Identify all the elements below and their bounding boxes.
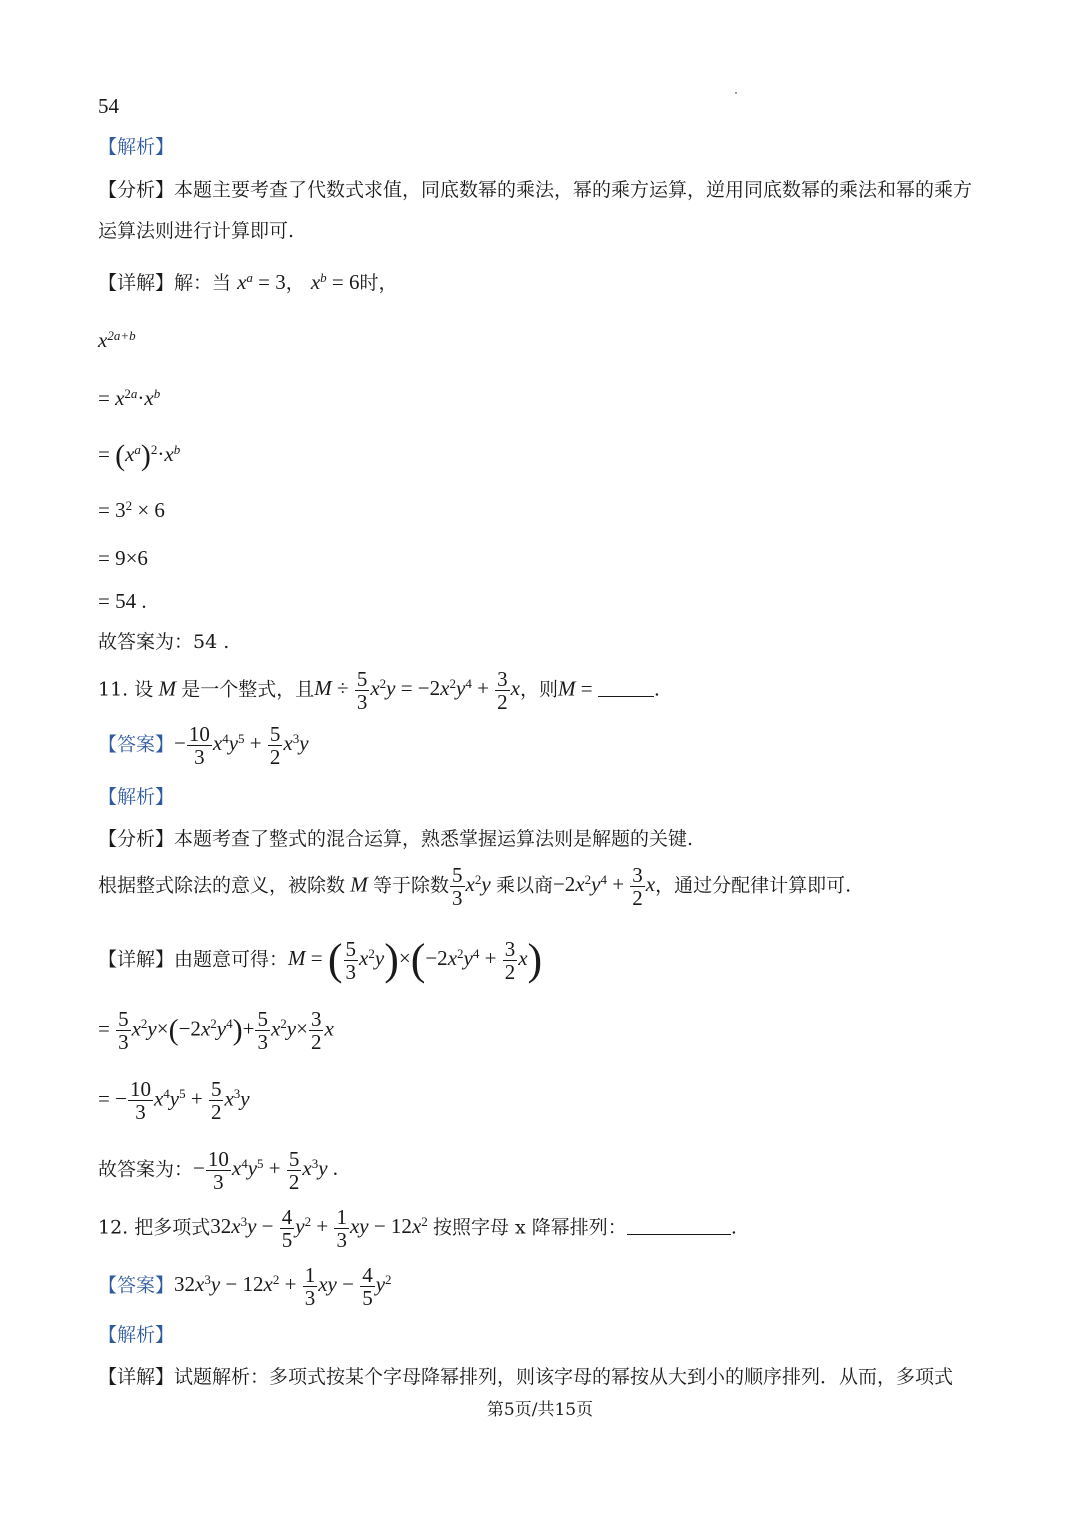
answer-tag: 【答案】 bbox=[98, 1274, 175, 1297]
q11-basis-2: 等于除数 bbox=[373, 874, 450, 897]
q10-conclusion: 故答案为：54 . bbox=[98, 631, 230, 653]
q11-answer: 【答案】− $\frac{10}{3}$ $x^4y^5$ + $\frac{5}{2}$ $x^3y$ bbox=[98, 722, 309, 770]
q10-when: 时， bbox=[359, 272, 398, 294]
q10-condition-1: $x^a = 3$ bbox=[237, 269, 286, 294]
q11-analysis-text: 本题考查了整式的混合运算，熟悉掌握运算法则是解题的关键. bbox=[174, 828, 694, 850]
q10-analysis-line2: 运算法则进行计算即可. bbox=[98, 220, 295, 242]
q11-stem-text: 是一个整式，且 bbox=[181, 678, 315, 701]
q10-analysis-text: 本题主要考查了代数式求值，同底数幂的乘法，幂的乘方运算，逆用同底数幂的乘法和幂的乘方 bbox=[174, 179, 973, 201]
comma: ， bbox=[285, 272, 305, 294]
q11-number: 11. 设 bbox=[98, 678, 154, 701]
scan-dot bbox=[735, 92, 737, 94]
q12-detail bbox=[98, 1368, 953, 1387]
analysis-tag: 【解析】 bbox=[98, 1324, 175, 1346]
q10-analysis-line1 bbox=[98, 181, 972, 200]
q11-basis: 根据整式除法的意义，被除数 M 等于除数 $\frac{5}{3}$ $x^2y$ 乘以商$-2x^2y^4$ + $\frac{3}{2}$ x，通过分配律计算即可. bbox=[98, 863, 852, 911]
q11-basis-4: ，通过分配律计算即可. bbox=[655, 874, 852, 897]
q10-step-1: = $x^{2a}\cdot x^b$ bbox=[98, 385, 161, 410]
q11-analysis bbox=[98, 830, 693, 849]
answer-tag: 【答案】 bbox=[98, 733, 175, 756]
q12-detail-text: 试题解析：多项式按某个字母降幂排列，则该字母的幂按从大到小的顺序排列．从而，多项式 bbox=[174, 1366, 954, 1388]
q11-answer-blank bbox=[598, 678, 654, 697]
q12-stem: 12. 把多项式$32x^3y$ − $\frac{4}{5}$ $y^2$ + $\frac{1}{3}$ xy − $12x^2$ 按照字母 x 降幂排列： . bbox=[98, 1205, 737, 1253]
q10-step-4: = 9×6 bbox=[98, 546, 148, 570]
q10-detail-text: 解：当 bbox=[174, 272, 232, 294]
q11-then: ，则 bbox=[519, 678, 558, 701]
page-footer: 第5页/共15页 bbox=[486, 1400, 594, 1420]
q12-number: 12. 把多项式 bbox=[98, 1216, 211, 1239]
xiangjie-tag: 【详解】 bbox=[98, 948, 175, 971]
fenxi-tag: 【分析】 bbox=[98, 179, 175, 201]
analysis-tag: 【解析】 bbox=[98, 136, 175, 158]
q10-condition-2: $x^b = 6$ bbox=[310, 269, 360, 294]
q10-step-5: = 54 . bbox=[98, 589, 147, 613]
fenxi-tag: 【分析】 bbox=[98, 828, 175, 850]
q10-step-0: $x^{2a+b}$ bbox=[98, 327, 136, 352]
analysis-tag: 【解析】 bbox=[98, 786, 175, 808]
q11-basis-3: 乘以商 bbox=[495, 874, 553, 897]
q11-step-1: = $\frac{5}{3}$ $x^2y\times(-2x^2y^4)+$ $\frac{5}{3}$ $x^2y\times$ $\frac{3}{2}$ x bbox=[98, 1007, 334, 1055]
q12-answer: 【答案】$32x^3y - 12x^2$ + $\frac{1}{3}$ xy − $\frac{4}{5}$ $y^2$ bbox=[98, 1263, 392, 1311]
q10-step-2: = $(x^a)^2\cdot x^b$ bbox=[98, 439, 181, 473]
q10-step-3: = $3^2 \times 6$ bbox=[98, 497, 165, 522]
q11-stem: 11. 设 M 是一个整式，且M ÷ $\frac{5}{3}$ $x^2y = -2x^2y^4$ + $\frac{3}{2}$ x，则M = . bbox=[98, 667, 660, 715]
q11-step-2: = − $\frac{10}{3}$ $x^4y^5$ + $\frac{5}{2}$ $x^3y$ bbox=[98, 1077, 250, 1125]
q11-conclusion-text: 故答案为： bbox=[98, 1158, 194, 1181]
q11-basis-1: 根据整式除法的意义，被除数 bbox=[98, 874, 346, 897]
q11-detail-text: 由题意可得： bbox=[174, 948, 289, 971]
q12-stem-text: 按照字母 x 降幂排列： bbox=[433, 1216, 627, 1239]
xiangjie-tag: 【详解】 bbox=[98, 1366, 175, 1388]
q11-detail-intro: 【详解】由题意可得：M = ( $\frac{5}{3}$ $x^2y)\times(-2x^2y^4$ + $\frac{3}{2}$ x) bbox=[98, 935, 543, 985]
q10-detail-intro bbox=[98, 269, 398, 294]
q12-answer-blank bbox=[627, 1216, 731, 1235]
previous-answer: 54 bbox=[98, 94, 119, 118]
q11-conclusion: 故答案为：− $\frac{10}{3}$ $x^4y^5$ + $\frac{5}{2}$ $x^3y$ . bbox=[98, 1147, 339, 1195]
xiangjie-tag: 【详解】 bbox=[98, 272, 175, 294]
